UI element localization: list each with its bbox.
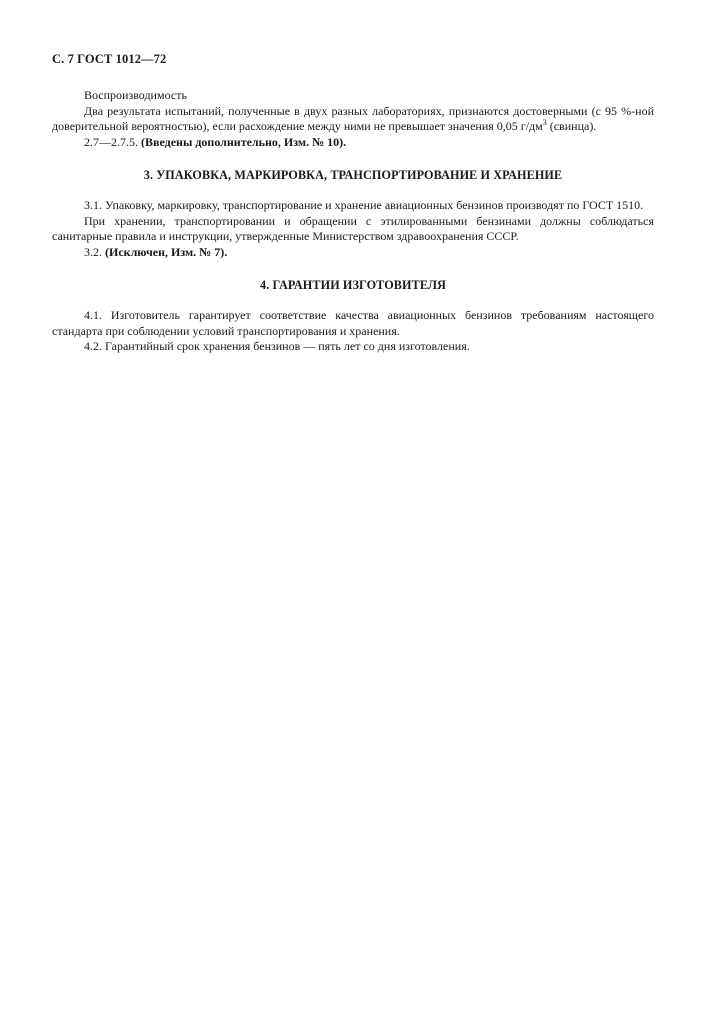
reproducibility-title: Воспроизводимость	[84, 88, 187, 102]
section-3-paragraph-1: 3.1. Упаковку, маркировку, транспортирование и хранение авиационных бензинов производят по ГОСТ 1510.	[84, 197, 644, 212]
section-4-paragraph-1: 4.1. Изготовитель гарантирует соответствие качества авиационных бензинов требованиям настоящего стандарта при соблюдении условий транспортирования и хранения.	[52, 307, 654, 338]
page-header: С. 7 ГОСТ 1012—72	[52, 52, 167, 66]
cubic-superscript: 3	[542, 118, 547, 128]
reproducibility-paragraph	[52, 104, 654, 135]
document-body	[52, 88, 654, 355]
section-3-ref: 3.2.	[84, 244, 105, 259]
reproducibility-text-1: Два результата испытаний, полученные в двух разных лабораториях, признаются достоверными (с 95 %-ной доверительной вероятностью), если расхождение между ними не превышает значения 0,05 г/дм	[52, 103, 654, 134]
section-4-title: 4. ГАРАНТИИ ИЗГОТОВИТЕЛЯ	[260, 278, 446, 293]
section-3-note: (Исключен, Изм. № 7).	[105, 244, 228, 259]
section-4-paragraph-2: 4.2. Гарантийный срок хранения бензинов — пять лет со дня изготовления.	[84, 339, 470, 354]
section-3-title: 3. УПАКОВКА, МАРКИРОВКА, ТРАНСПОРТИРОВАНИЕ И ХРАНЕНИЕ	[143, 168, 563, 183]
section-3-paragraph-2: При хранении, транспортировании и обращении с этилированными бензинами должны соблюдаться санитарные правила и инструкции, утвержденные Министерством здравоохранения СССР.	[52, 213, 654, 244]
amendment-paragraph	[52, 135, 654, 151]
section-3-paragraph-3	[52, 245, 654, 261]
amendment-note: (Введены дополнительно, Изм. № 10).	[141, 134, 347, 149]
amendment-ref: 2.7—2.7.5.	[84, 134, 141, 149]
reproducibility-text-2: (свинца).	[546, 119, 597, 134]
